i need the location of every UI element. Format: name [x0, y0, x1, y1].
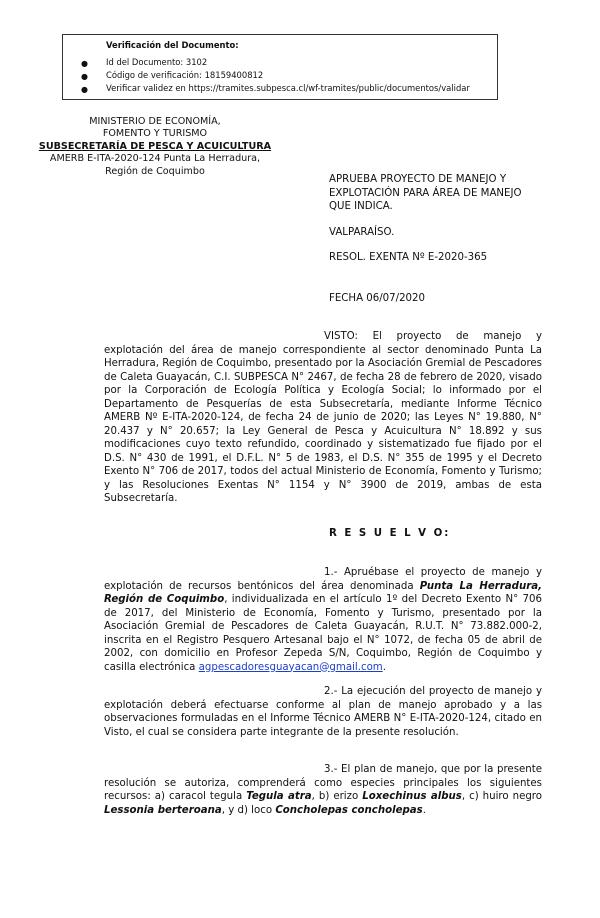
verification-link[interactable]: Verificar validez en https://tramites.subpesca.cl/wf-tramites/public/documentos/validar	[106, 83, 470, 93]
item1-text: 1.- Apruébase el proyecto de manejo y explotación de recursos bentónicos del área denominada	[104, 567, 542, 592]
bullet-icon: ●	[81, 72, 88, 81]
item3-end: .	[422, 804, 426, 816]
ministry-header	[30, 116, 280, 178]
item3-text: 3.- El plan de manejo, que por la presente resolución se autoriza, comprenderá como especies principales los siguientes recursos: a) caracol tegula	[104, 764, 542, 802]
visto-label: VISTO:	[324, 331, 358, 342]
item1-end: .	[382, 661, 386, 673]
verification-title: Verificación del Documento:	[106, 40, 239, 50]
resolution-title	[329, 173, 522, 214]
item3-sep-b: , b) erizo	[311, 791, 359, 802]
bullet-icon: ●	[81, 59, 88, 68]
amerb-ref: AMERB E-ITA-2020-124 Punta La Herradura,	[49, 153, 261, 165]
resolution-number: RESOL. EXENTA Nº E-2020-365	[329, 252, 488, 263]
ministry-line2: FOMENTO Y TURISMO	[102, 128, 208, 140]
resuelvo-heading: R E S U E L V O:	[329, 528, 451, 539]
species-lessonia: Lessonia berteroana	[104, 804, 222, 816]
region: Región de Coquimbo	[105, 165, 205, 177]
bullet-icon: ●	[81, 85, 88, 94]
email-link[interactable]: agpescadoresguayacan@gmail.com	[198, 661, 383, 673]
item2-text: 2.- La ejecución del proyecto de manejo y explotación deberá efectuarse conforme al plan de manejo aprobado y a las observaciones formuladas en el Informe Técnico AMERB N° E-ITA-2020-124, citado en Visto, el cual se considera parte integrante de la presente resolución.	[104, 686, 542, 738]
ministry-line1: MINISTERIO DE ECONOMÍA,	[89, 116, 221, 127]
title-line2: EXPLOTACIÓN PARA ÁREA DE MANEJO	[329, 187, 522, 199]
item3-sep-c: , c) huiro negro	[461, 791, 543, 802]
title-line1: APRUEBA PROYECTO DE MANEJO Y	[329, 174, 507, 185]
document-id: Id del Documento: 3102	[106, 57, 208, 67]
item-1	[104, 566, 542, 674]
species-concholepas: Concholepas concholepas	[275, 804, 423, 816]
item-3	[104, 763, 542, 817]
resolution-date: FECHA 06/07/2020	[329, 293, 425, 304]
item1-text-cont: , individualizada en el artículo 1º del Decreto Exento N° 706 de 2017, del Ministerio de Economía, Fomento y Turismo, presentado por la Asociación Gremial de Pescadores de Caleta Guayacán, R.U.T. N° 73.882.000-2, inscrita en el Registro Pesquero Artesanal bajo el N° 1072, de fecha 05 de abril de 2002, con domicilio en Profesor Zepeda S/N, Coquimbo, Región de Coquimbo y casilla electrónica	[104, 594, 542, 673]
verification-box	[62, 34, 498, 100]
item3-sep-d: , y d) loco	[221, 804, 273, 816]
species-tegula: Tegula atra	[246, 791, 312, 802]
area-name: Punta La Herradura, Región de Coquimbo	[104, 580, 542, 605]
item-2	[104, 685, 542, 739]
city: VALPARAÍSO.	[329, 227, 395, 238]
visto-text: El proyecto de manejo y explotación del área de manejo correspondiente al sector denominado Punta La Herradura, Región de Coquimbo, presentado por la Asociación Gremial de Pescadores de Caleta Guayacán, C.I. SUBPESCA N° 2467, de fecha 28 de febrero de 2020, visado por la Corporación de Ecología Política y Ecología Social; lo informado por el Departamento de Pesquerías de esta Subsecretaría, mediante Informe Técnico AMERB Nº E-ITA-2020-124, de fecha 24 de junio de 2020; las Leyes N° 19.880, N° 20.437 y N° 20.657; la Ley General de Pesca y Acuicultura N° 18.892 y sus modificaciones cuyo texto refundido, coordinado y sistematizado fue fijado por el D.S. N° 430 de 1991, el D.F.L. N° 5 de 1983, el D.S. N° 355 de 1995 y el Decreto Exento N° 706 de 2017, todos del actual Ministerio de Economía, Fomento y Turismo; y las Resoluciones Exentas N° 1154 y N° 3900 de 2019, ambas de esta Subsecretaría.	[104, 331, 542, 504]
visto-paragraph	[104, 330, 542, 506]
species-loxechinus: Loxechinus albus	[362, 791, 462, 802]
verification-code: Código de verificación: 18159400812	[106, 70, 264, 80]
title-line3: QUE INDICA.	[329, 201, 393, 212]
subsecretaria: SUBSECRETARÍA DE PESCA Y ACUICULTURA	[38, 140, 272, 152]
